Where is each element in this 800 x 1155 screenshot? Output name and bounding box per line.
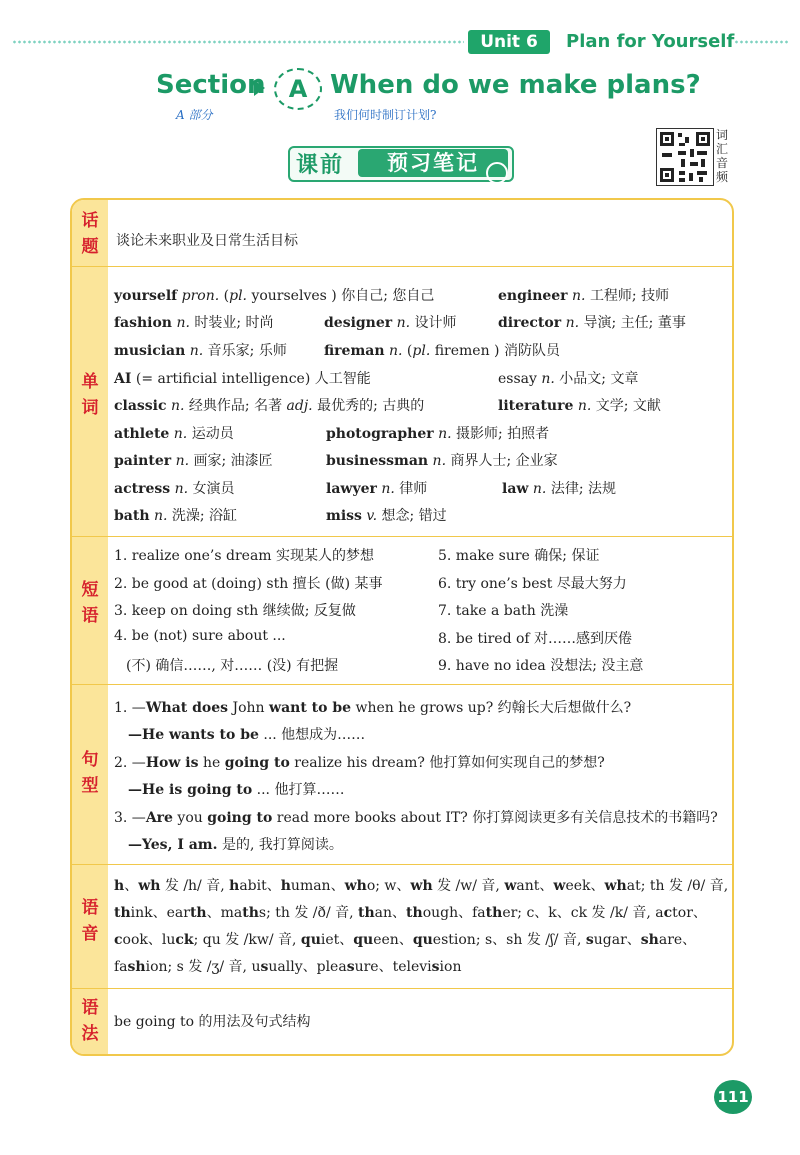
topic-text: 谈论未来职业及日常生活目标 (116, 233, 298, 249)
vocab-miss: miss v. 想念; 错过 (326, 508, 447, 524)
row-phrases (72, 536, 732, 683)
vocab-essay: essay n. 小品文; 文章 (498, 371, 639, 387)
grammar-text: be going to 的用法及句式结构 (114, 1014, 311, 1030)
vocab-literature: literature n. 文学; 文献 (498, 398, 661, 414)
notes-banner-left: 课前 (296, 153, 345, 178)
phrase-9: 9. have no idea 没想法; 没主意 (438, 658, 644, 674)
vocab-lawyer: lawyer n. 律师 (326, 481, 428, 497)
label-topic: 话 题 (81, 211, 99, 257)
sentence-3-question: 3. —Are you going to read more books about IT? 你打算阅读更多有关信息技术的书籍吗? (114, 810, 718, 826)
vocab-fireman: fireman n. (pl. firemen ) 消防队员 (324, 343, 560, 359)
vocab-designer: designer n. 设计师 (324, 315, 457, 331)
vocab-classic: classic n. 经典作品; 名著 adj. 最优秀的; 古典的 (114, 398, 425, 414)
label-sentences: 句 型 (81, 750, 99, 796)
phrase-2: 2. be good at (doing) sth 擅长 (做) 某事 (114, 576, 383, 592)
section-word: Section (156, 70, 266, 100)
section-title-cn: 我们何时制订计划? (334, 108, 437, 122)
label-words: 单 词 (81, 372, 99, 418)
row-phonics (72, 864, 732, 987)
section-title: When do we make plans? (330, 70, 701, 100)
sentence-2-answer: —He is going to ... 他打算…… (128, 782, 345, 798)
row-topic (72, 200, 732, 266)
unit-badge: Unit 6 (468, 30, 550, 54)
vocab-actress: actress n. 女演员 (114, 481, 235, 497)
phrase-5: 5. make sure 确保; 保证 (438, 548, 600, 564)
sentence-1-question: 1. —What does John want to be when he grows up? 约翰长大后想做什么? (114, 700, 632, 716)
phrase-7: 7. take a bath 洗澡 (438, 603, 569, 619)
phrase-4: 4. be (not) sure about ... (114, 628, 286, 644)
phrase-4-meaning: (不) 确信……, 对…… (没) 有把握 (126, 658, 339, 674)
vocab-businessman: businessman n. 商界人士; 企业家 (326, 453, 558, 469)
vocab-bath: bath n. 洗澡; 浴缸 (114, 508, 238, 524)
header-dots-left (12, 40, 464, 44)
notes-banner-right: 预习笔记 (358, 149, 508, 177)
sentence-1-answer: —He wants to be ... 他想成为…… (128, 727, 366, 743)
sentence-2-question: 2. —How is he going to realize his dream? 他打算如何实现自己的梦想? (114, 755, 605, 771)
section-letter: A (274, 68, 322, 110)
section-sub-cn: A 部分 (176, 108, 213, 122)
label-phrases: 短 语 (81, 580, 99, 626)
vocab-painter: painter n. 画家; 油漆匠 (114, 453, 273, 469)
vocab-director: director n. 导演; 主任; 董事 (498, 315, 686, 331)
label-grammar: 语 法 (81, 998, 99, 1044)
vocab-law: law n. 法律; 法规 (502, 481, 616, 497)
header-dots-right (734, 40, 790, 44)
phrase-3: 3. keep on doing sth 继续做; 反复做 (114, 603, 356, 619)
phrase-6: 6. try one’s best 尽最大努力 (438, 576, 627, 592)
vocab-fashion: fashion n. 时装业; 时尚 (114, 315, 274, 331)
vocab-photographer: photographer n. 摄影师; 拍照者 (326, 426, 550, 442)
vocab-ai: AI (= artificial intelligence) 人工智能 (114, 371, 371, 387)
page-number: 111 (714, 1080, 752, 1114)
vocab-musician: musician n. 音乐家; 乐师 (114, 343, 287, 359)
vocab-engineer: engineer n. 工程师; 技师 (498, 288, 670, 304)
vocab-athlete: athlete n. 运动员 (114, 426, 234, 442)
qr-code-icon[interactable] (656, 128, 714, 186)
phonics-line-2: think、earth、maths; th 发 /ð/ 音, than、though、father; c、k、ck 发 /k/ 音, actor、 (114, 905, 707, 921)
row-sentences (72, 684, 732, 861)
row-grammar (72, 988, 732, 1055)
qr-label: 词汇音频 (716, 128, 729, 184)
phonics-line-1: h、wh 发 /h/ 音, habit、human、who; w、wh 发 /w/ 音, want、week、what; th 发 /θ/ 音, (114, 878, 729, 894)
phonics-line-3: cook、luck; qu 发 /kw/ 音, quiet、queen、question; s、sh 发 /ʃ/ 音, sugar、share、 (114, 932, 697, 948)
phonics-line-4: fashion; s 发 /ʒ/ 音, usually、pleasure、television (114, 959, 462, 975)
row-words (72, 266, 732, 529)
phrase-8: 8. be tired of 对……感到厌倦 (438, 631, 633, 647)
phrase-1: 1. realize one’s dream 实现某人的梦想 (114, 548, 375, 564)
vocab-yourself: yourself pron. (pl. yourselves ) 你自己; 您自己 (114, 288, 435, 304)
magnifier-icon (486, 162, 508, 184)
unit-title: Plan for Yourself (566, 31, 735, 52)
label-phonics: 语 音 (81, 898, 99, 944)
play-arrow-icon (254, 80, 265, 96)
notes-table (70, 198, 734, 1056)
sentence-3-answer: —Yes, I am. 是的, 我打算阅读。 (128, 837, 343, 853)
